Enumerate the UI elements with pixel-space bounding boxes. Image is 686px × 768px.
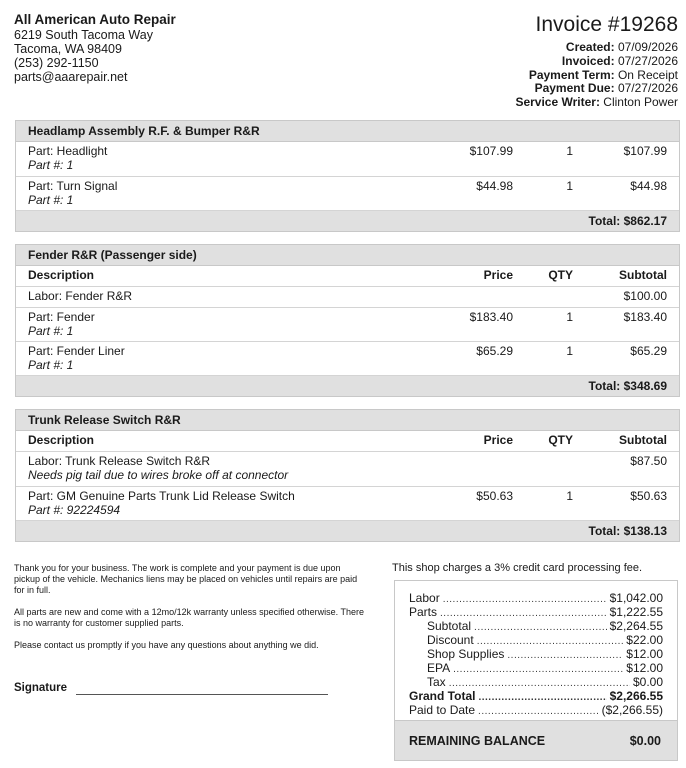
remaining-balance-label: REMAINING BALANCE	[409, 734, 546, 748]
col-price: Price	[483, 268, 513, 282]
section-total: Total: $138.13	[16, 521, 679, 541]
item-desc: Part: Fender	[28, 310, 95, 324]
line-item	[16, 452, 679, 487]
item-total: $183.40	[623, 310, 667, 324]
item-price: $44.98	[476, 179, 513, 193]
summary-parts: Parts ..... $1,222.55	[409, 605, 663, 621]
item-subtext: Part #: 92224594	[28, 502, 121, 517]
invoice-header	[14, 12, 678, 112]
summary-tax: Tax ..... $0.00	[427, 675, 663, 691]
invoiced-date: Invoiced: 07/27/2026	[561, 53, 678, 68]
summary-paid-to-date: Paid to Date ..... ($2,266.55)	[409, 703, 663, 719]
invoice-title: Invoice #19268	[535, 13, 678, 36]
job-section-fender	[15, 244, 680, 397]
signature-label: Signature	[14, 682, 68, 694]
line-item	[16, 308, 679, 342]
line-item	[16, 342, 679, 376]
summary-labor: Labor ..... $1,042.00	[409, 591, 663, 607]
item-price: $50.63	[476, 489, 513, 503]
col-description: Description	[28, 433, 95, 447]
col-price: Price	[483, 433, 513, 447]
note-contact: Please contact us promptly if you have any questions about anything we did.	[14, 640, 319, 650]
column-headers	[16, 431, 679, 452]
terms-notes	[14, 563, 366, 662]
summary-discount: Discount ..... $22.00	[427, 633, 663, 649]
totals-summary	[394, 580, 678, 761]
line-item	[16, 487, 679, 521]
company-name: All American Auto Repair	[14, 12, 176, 27]
signature-line[interactable]	[76, 694, 328, 695]
service-writer: Service Writer: Clinton Power	[515, 95, 678, 110]
note-warranty: All parts are new and come with a 12mo/12k warranty unless specified otherwise. There is no warranty for customer supplied parts.	[14, 607, 365, 628]
item-subtext: Part #: 1	[28, 323, 74, 338]
item-desc: Labor: Trunk Release Switch R&R	[28, 454, 211, 468]
col-description: Description	[28, 268, 95, 282]
item-price: $65.29	[476, 344, 513, 358]
note-payment: Thank you for your business. The work is complete and your payment is due upon pickup of the vehicle. Mechanics liens may be placed on vehicles until repairs are paid for in full.	[14, 563, 358, 595]
item-total: $65.29	[630, 344, 667, 358]
section-title: Trunk Release Switch R&R	[16, 410, 679, 431]
item-desc: Part: GM Genuine Parts Trunk Lid Release Switch	[28, 489, 295, 503]
item-desc: Part: Turn Signal	[28, 179, 118, 193]
section-title: Headlamp Assembly R.F. & Bumper R&R	[16, 121, 679, 142]
item-subtext: Part #: 1	[28, 192, 74, 207]
job-section-headlamp	[15, 120, 680, 232]
item-qty: 1	[566, 179, 573, 193]
item-price: $183.40	[469, 310, 513, 324]
item-subtext: Needs pig tail due to wires broke off at connector	[28, 467, 289, 482]
item-price: $107.99	[469, 144, 513, 158]
company-email: parts@aaarepair.net	[14, 70, 128, 84]
item-subtext: Part #: 1	[28, 357, 74, 372]
created-date: Created: 07/09/2026	[565, 40, 678, 54]
item-qty: 1	[566, 489, 573, 503]
section-total: Total: $348.69	[16, 376, 679, 396]
remaining-balance-value: $0.00	[629, 734, 661, 748]
remaining-balance	[395, 720, 677, 760]
item-qty: 1	[566, 344, 573, 358]
company-street: 6219 South Tacoma Way	[14, 28, 153, 42]
line-item	[16, 142, 679, 177]
item-total: $107.99	[623, 144, 667, 158]
item-total: $100.00	[623, 289, 667, 303]
col-subtotal: Subtotal	[619, 268, 667, 282]
item-desc: Part: Headlight	[28, 144, 108, 158]
job-section-trunk	[15, 409, 680, 542]
col-subtotal: Subtotal	[619, 433, 667, 447]
payment-term: Payment Term: On Receipt	[528, 67, 678, 82]
summary-grand-total: Grand Total ..... $2,266.55	[409, 689, 663, 705]
section-total: Total: $862.17	[16, 211, 679, 231]
column-headers	[16, 266, 679, 287]
col-qty: QTY	[548, 268, 573, 282]
line-item	[16, 177, 679, 211]
credit-card-fee-note: This shop charges a 3% credit card processing fee.	[392, 562, 643, 574]
summary-shop-supplies: Shop Supplies ..... $12.00	[427, 647, 663, 663]
summary-subtotal: Subtotal ..... $2,264.55	[427, 619, 663, 635]
line-item	[16, 287, 679, 308]
company-city: Tacoma, WA 98409	[14, 42, 122, 56]
item-total: $44.98	[630, 179, 667, 193]
item-subtext: Part #: 1	[28, 157, 74, 172]
item-total: $87.50	[630, 454, 667, 468]
section-title: Fender R&R (Passenger side)	[16, 245, 679, 266]
invoice-meta	[515, 12, 678, 110]
payment-due: Payment Due: 07/27/2026	[534, 81, 678, 96]
item-qty: 1	[566, 144, 573, 158]
company-phone: (253) 292-1150	[14, 56, 99, 70]
item-desc: Labor: Fender R&R	[28, 289, 133, 303]
item-qty: 1	[566, 310, 573, 324]
item-desc: Part: Fender Liner	[28, 344, 125, 358]
item-total: $50.63	[630, 489, 667, 503]
col-qty: QTY	[548, 433, 573, 447]
summary-epa: EPA ..... $12.00	[427, 661, 663, 677]
company-info	[14, 12, 176, 84]
